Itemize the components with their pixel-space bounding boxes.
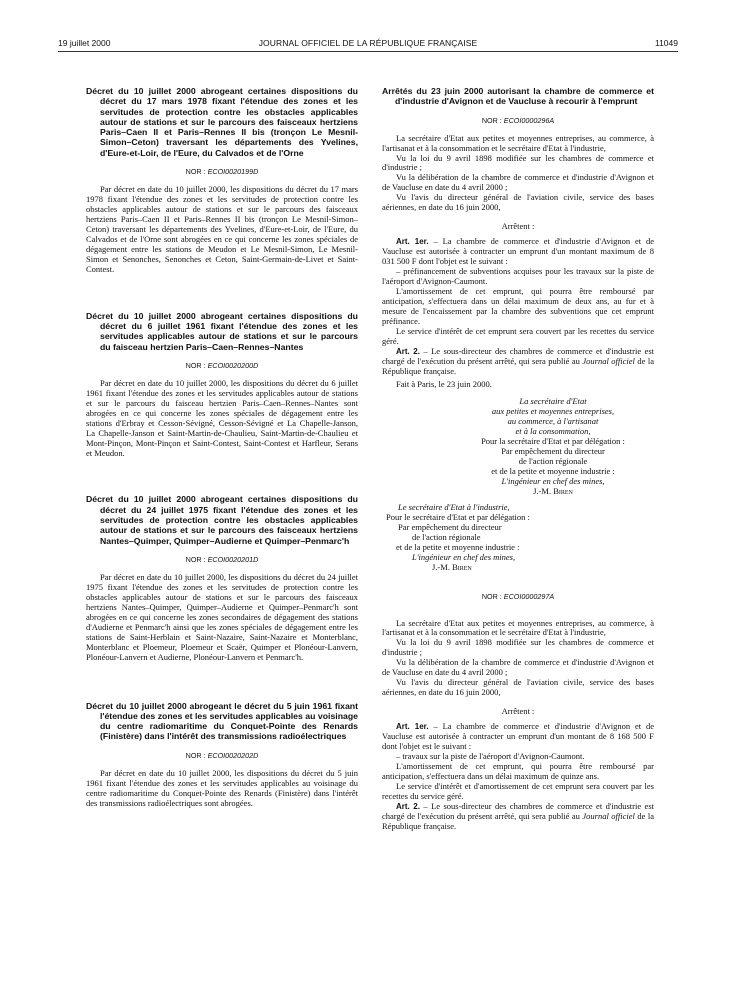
header-date: 19 juillet 2000 [58, 38, 111, 48]
nor-reference: NOR : ECOI0020200D [185, 360, 259, 370]
arrete-2 [382, 592, 654, 832]
left-column [86, 86, 358, 809]
decree-body: Par décret en date du 10 juillet 2000, les dispositions du décret du 5 juin 1961 fixant l'étendue des zones et les servitudes applicables au voisinage du centre radiomaritime du Conquet-Pointe des Renards (Finistère) dans l'intérêt des transmissions radioélectriques sont abrogées. [86, 767, 358, 808]
article-2: Art. 2. – Le sous-directeur des chambres de commerce et d'industrie est chargé de l'exécution du présent arrêté, qui sera publié au Journal officiel de la République française. [382, 345, 655, 376]
delegation: Pour la secrétaire d'Etat et par délégation : Par empêchement du directeur de l'action régionale et de la petite et moyenne industrie : L'ingénieur en chef des mines, J.-M. Biren [481, 435, 625, 496]
arrete-1 [382, 116, 654, 572]
signature-block-2: Le secrétaire d'Etat à l'industrie, Pour le secrétaire d'Etat et par délégation : Par empêchement du directeur de l'action régionale et de la petite et moyenne industrie : L'ingénieur en chef des mines, J.-M. Biren [386, 501, 530, 572]
decree-1 [86, 86, 358, 275]
article-2: Art. 2. – Le sous-directeur des chambres de commerce et d'industrie est chargé de l'exécution du présent arrêté, qui sera publié au Journal officiel de la République française. [382, 800, 655, 831]
page-header [58, 38, 678, 52]
header-page-number: 11049 [654, 38, 678, 48]
decree-2 [86, 311, 358, 459]
header-title: JOURNAL OFFICIEL DE LA RÉPUBLIQUE FRANÇAISE [258, 38, 478, 48]
preamble: La secrétaire d'Etat aux petites et moyennes entreprises, au commerce, à l'artisanat et à la consommation et le secrétaire d'Etat à l'industrie, [382, 617, 654, 638]
arretent-label: Arrêtent : [501, 221, 535, 232]
article-1: Art. 1er. – La chambre de commerce et d'industrie d'Avignon et de Vaucluse est autorisée à contracter un emprunt d'un montant de 8 168 500 F dont l'objet est le suivant : [382, 721, 654, 752]
decree-3 [86, 494, 358, 662]
article-1-item: – travaux sur la piste de l'aéroport d'Avignon-Caumont. [396, 751, 585, 761]
decree-heading: Décret du 10 juillet 2000 abrogeant certaines dispositions du décret du 17 mars 1978 fixant l'étendue des zones et les servitudes de protection contre les obstacles applicables autour de stations et sur le parcours des faisceaux hertziens Paris–Caen II et Paris–Rennes II bis (tronçon Le Mesnil-Simon–Ceton) traversant les départements des Yvelines, d'Eure-et-Loir, de l'Eure, du Calvados et de l'Orne [86, 86, 358, 158]
fait-a-paris: Fait à Paris, le 23 juin 2000. [396, 378, 492, 389]
decree-body: Par décret en date du 10 juillet 2000, les dispositions du décret du 17 mars 1978 fixant l'étendue des zones et les servitudes de protection contre les obstacles applicables autour de stations et sur le parcours des faisceaux hertziens Paris–Caen II et Paris–Rennes II bis (tronçon Le Mesnil-Simon–Ceton) traversant les départements des Yvelines, d'Eure-et-Loir, de l'Eure, du Calvados et de l'Orne sont abrogées en ce qui concerne les zones spéciales de dégagement entre les stations de Meudon et Le Mesnil-Simon, Le Mesnil-Simon et Senonches, Senonches et Ceton, Saint-Germain-de-Livet et Saint-Contest. [86, 184, 358, 274]
decree-body: Par décret en date du 10 juillet 2000, les dispositions du décret du 6 juillet 1961 fixant l'étendue des zones et les servitudes applicables autour de stations et sur le parcours du faisceau hertzien Paris–Caen–Rennes–Nantes sont abrogées en ce qui concerne les zones spéciales de dégagement entre les stations d'Erbray et Cesson-Sévigné, Cesson-Sévigné et La Chapelle-Janson, La Chapelle-Janson et Saint-Martin-de-Chaulieu, Saint-Martin-de-Chaulieu et Mont-Pinçon, Mont-Pinçon et Saint-Contest, Saint-Contest et Harfleur, Serans et Meudon. [86, 377, 358, 458]
header-rule [58, 51, 678, 52]
visa: Vu la loi du 9 avril 1898 modifiée sur les chambres de commerce et d'industrie ; [382, 152, 654, 173]
decree-heading: Décret du 10 juillet 2000 abrogeant certaines dispositions du décret du 6 juillet 1961 fixant l'étendue des zones et les servitudes applicables autour de stations et sur le parcours du faisceau hertzien Paris–Caen–Rennes–Nantes [86, 310, 358, 352]
interest-paragraph: Le service d'intérêt de cet emprunt sera couvert par les recettes du service géré. [382, 325, 654, 346]
right-column [382, 86, 654, 832]
visa: Vu la délibération de la chambre de commerce et d'industrie d'Avignon et de Vaucluse en date du 4 avril 2000 ; [382, 657, 654, 678]
nor-reference: NOR : ECOI0000297A [481, 591, 555, 601]
arretes-heading: Arrêtés du 23 juin 2000 autorisant la chambre de commerce et d'industrie d'Avignon et de Vaucluse à recourir à l'emprunt [382, 86, 654, 107]
visa: Vu l'avis du directeur général de l'aviation civile, service des bases aériennes, en date du 16 juin 2000, [382, 192, 654, 213]
decree-heading: Décret du 10 juillet 2000 abrogeant le décret du 5 juin 1961 fixant l'étendue des zones et les servitudes applicables au voisinage du centre radiomaritime du Conquet-Pointe des Renards (Finistère) dans l'intérêt des transmissions radioélectriques [86, 700, 358, 742]
article-1: Art. 1er. – La chambre de commerce et d'industrie d'Avignon et de Vaucluse est autorisée à contracter un emprunt d'un montant maximum de 8 031 500 F dont l'objet est le suivant : [382, 236, 654, 267]
visa: Vu la délibération de la chambre de commerce et d'industrie d'Avignon et de Vaucluse en date du 4 avril 2000 ; [382, 172, 654, 193]
article-1-item: – préfinancement de subventions acquises pour les travaux sur la piste de l'aéroport d'Avignon-Caumont. [382, 266, 654, 287]
arretent-label: Arrêtent : [501, 706, 535, 717]
preamble: La secrétaire d'Etat aux petites et moyennes entreprises, au commerce, à l'artisanat et à la consommation et le secrétaire d'Etat à l'industrie, [382, 132, 654, 153]
nor-reference: NOR : ECOI0000296A [481, 115, 555, 125]
interest-paragraph: Le service d'intérêt et d'amortissement de cet emprunt sera couvert par les recettes du service géré. [382, 780, 654, 801]
nor-reference: NOR : ECOI0020199D [185, 167, 259, 177]
decree-heading: Décret du 10 juillet 2000 abrogeant certaines dispositions du décret du 24 juillet 1975 fixant l'étendue des zones et les servitudes de protection contre les obstacles applicables autour de stations et sur le parcours des faisceaux hertziens Nantes–Quimper, Quimper–Audierne et Quimper–Penmarc'h [86, 494, 358, 546]
decree-body: Par décret en date du 10 juillet 2000, les dispositions du décret du 24 juillet 1975 fixant l'étendue des zones et les servitudes de protection contre les obstacles applicables autour de stations et sur le parcours des faisceaux hertziens Nantes–Quimper, Quimper–Audierne et Quimper–Penmarc'h sont abrogées en ce qui concerne les zones secondaires de dégagement des stations d'Audierne et Penmarc'h ainsi que les zones spéciales de dégagement entre les stations de Saint-Herblain et Saint-Nazaire, Saint-Nazaire et Monterblanc, Monterblanc et Ploemeur, Ploemeur et Scaër, Quimper et Plonéour-Lanvern, Plonéour-Lanvern et Audierne, Plonéour-Lanvern et Penmarc'h. [86, 571, 358, 662]
amortization-paragraph: L'amortissement de cet emprunt, qui pourra être remboursé par anticipation, s'effectuera dans un délai maximum de deux ans, au fur et à mesure de l'encaissement par la chambre des subventions que cet emprunt préfinance. [382, 285, 654, 326]
nor-reference: NOR : ECOI0020201D [185, 554, 259, 564]
signature-block-1 [382, 396, 654, 496]
visa: Vu l'avis du directeur général de l'aviation civile, service des bases aériennes, en date du 16 juin 2000, [382, 677, 654, 698]
nor-reference: NOR : ECOI0020202D [185, 750, 259, 760]
signatory-title: La secrétaire d'Etat aux petites et moyennes entreprises, au commerce, à l'artisanat et à la consommation, [491, 395, 615, 436]
visa: Vu la loi du 9 avril 1898 modifiée sur les chambres de commerce et d'industrie ; [382, 637, 654, 658]
decree-4 [86, 701, 358, 809]
amortization-paragraph: L'amortissement de cet emprunt, qui pourra être remboursé par anticipation, s'effectuera dans un délai maximum de quinze ans. [382, 760, 654, 781]
